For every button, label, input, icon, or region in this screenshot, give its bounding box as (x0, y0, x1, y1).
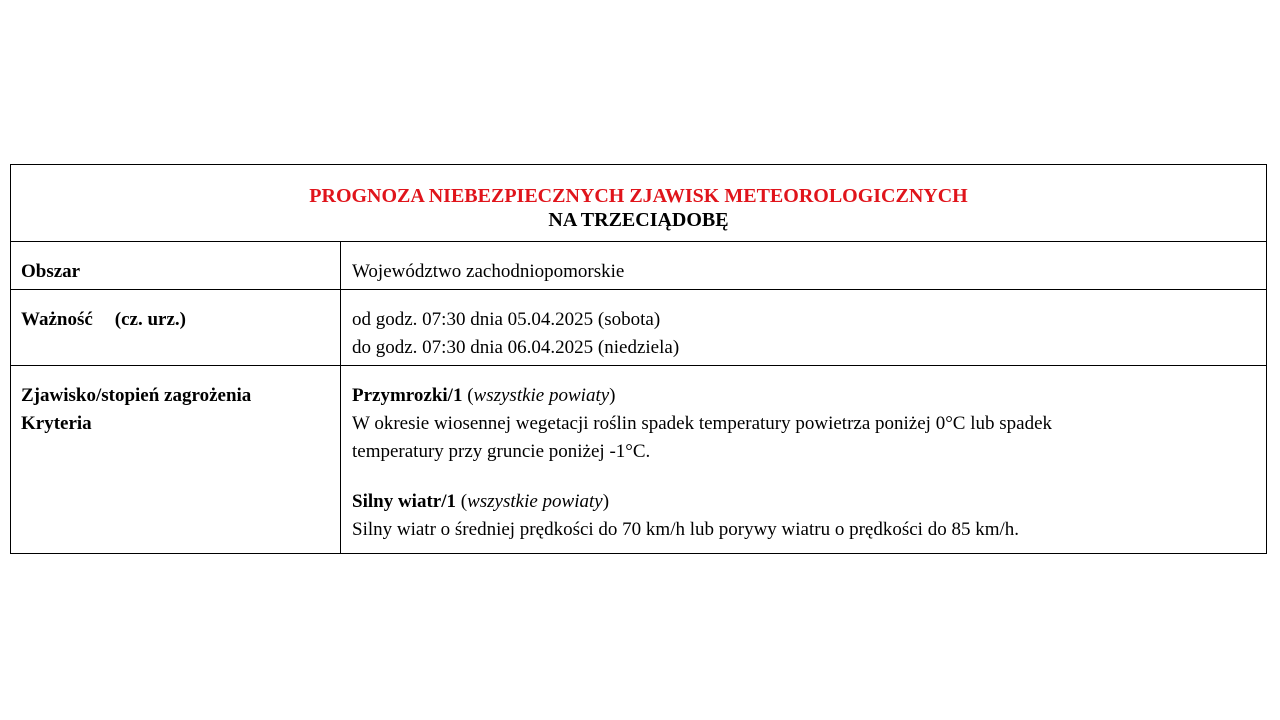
area-value: Województwo zachodniopomorskie (352, 261, 625, 282)
phenomena-label-cell (11, 366, 341, 553)
area-row (11, 242, 1266, 290)
phenomenon-name: Przymrozki/1 (352, 385, 463, 406)
phenomenon-criteria: Silny wiatr o średniej prędkości do 70 km/h lub porywy wiatru o prędkości do 85 km/h. (352, 519, 1020, 540)
validity-to: do godz. 07:30 dnia 06.04.2025 (niedziela) (352, 337, 680, 358)
phenomena-row (11, 366, 1266, 553)
validity-label-cell (11, 290, 341, 365)
scope-close: ) (609, 385, 616, 406)
scope-open: ( (455, 491, 468, 512)
validity-row (11, 290, 1266, 366)
phenomena-value (341, 366, 1266, 553)
phenomenon-name: Silny wiatr/1 (352, 491, 456, 512)
area-label: Obszar (11, 242, 341, 289)
document-title: PROGNOZA NIEBEZPIECZNYCH ZJAWISK METEOROLOGICZNYCH (309, 185, 968, 207)
scope-close: ) (602, 491, 610, 512)
validity-value (341, 290, 1266, 365)
validity-label-note: (cz. urz.) (114, 309, 186, 330)
validity-label: Ważność (21, 309, 93, 330)
document-subtitle: NA TRZECIĄDOBĘ (548, 209, 729, 231)
phenomena-label: Zjawisko/stopień zagrożenia (21, 385, 252, 406)
phenomenon-criteria: temperatury przy gruncie poniżej -1°C. (352, 441, 651, 462)
spacer (352, 466, 1266, 488)
warning-document (10, 164, 1267, 554)
document-header (11, 165, 1266, 242)
validity-from: od godz. 07:30 dnia 05.04.2025 (sobota) (352, 309, 661, 330)
scope-open: ( (462, 385, 474, 406)
phenomenon-scope: wszystkie powiaty (473, 385, 610, 406)
phenomenon-heading (352, 382, 1266, 410)
phenomenon-heading (352, 488, 1266, 516)
phenomenon-criteria: W okresie wiosennej wegetacji roślin spadek temperatury powietrza poniżej 0°C lub spadek (352, 413, 1053, 434)
phenomenon-scope: wszystkie powiaty (467, 491, 603, 512)
criteria-label: Kryteria (21, 413, 92, 434)
